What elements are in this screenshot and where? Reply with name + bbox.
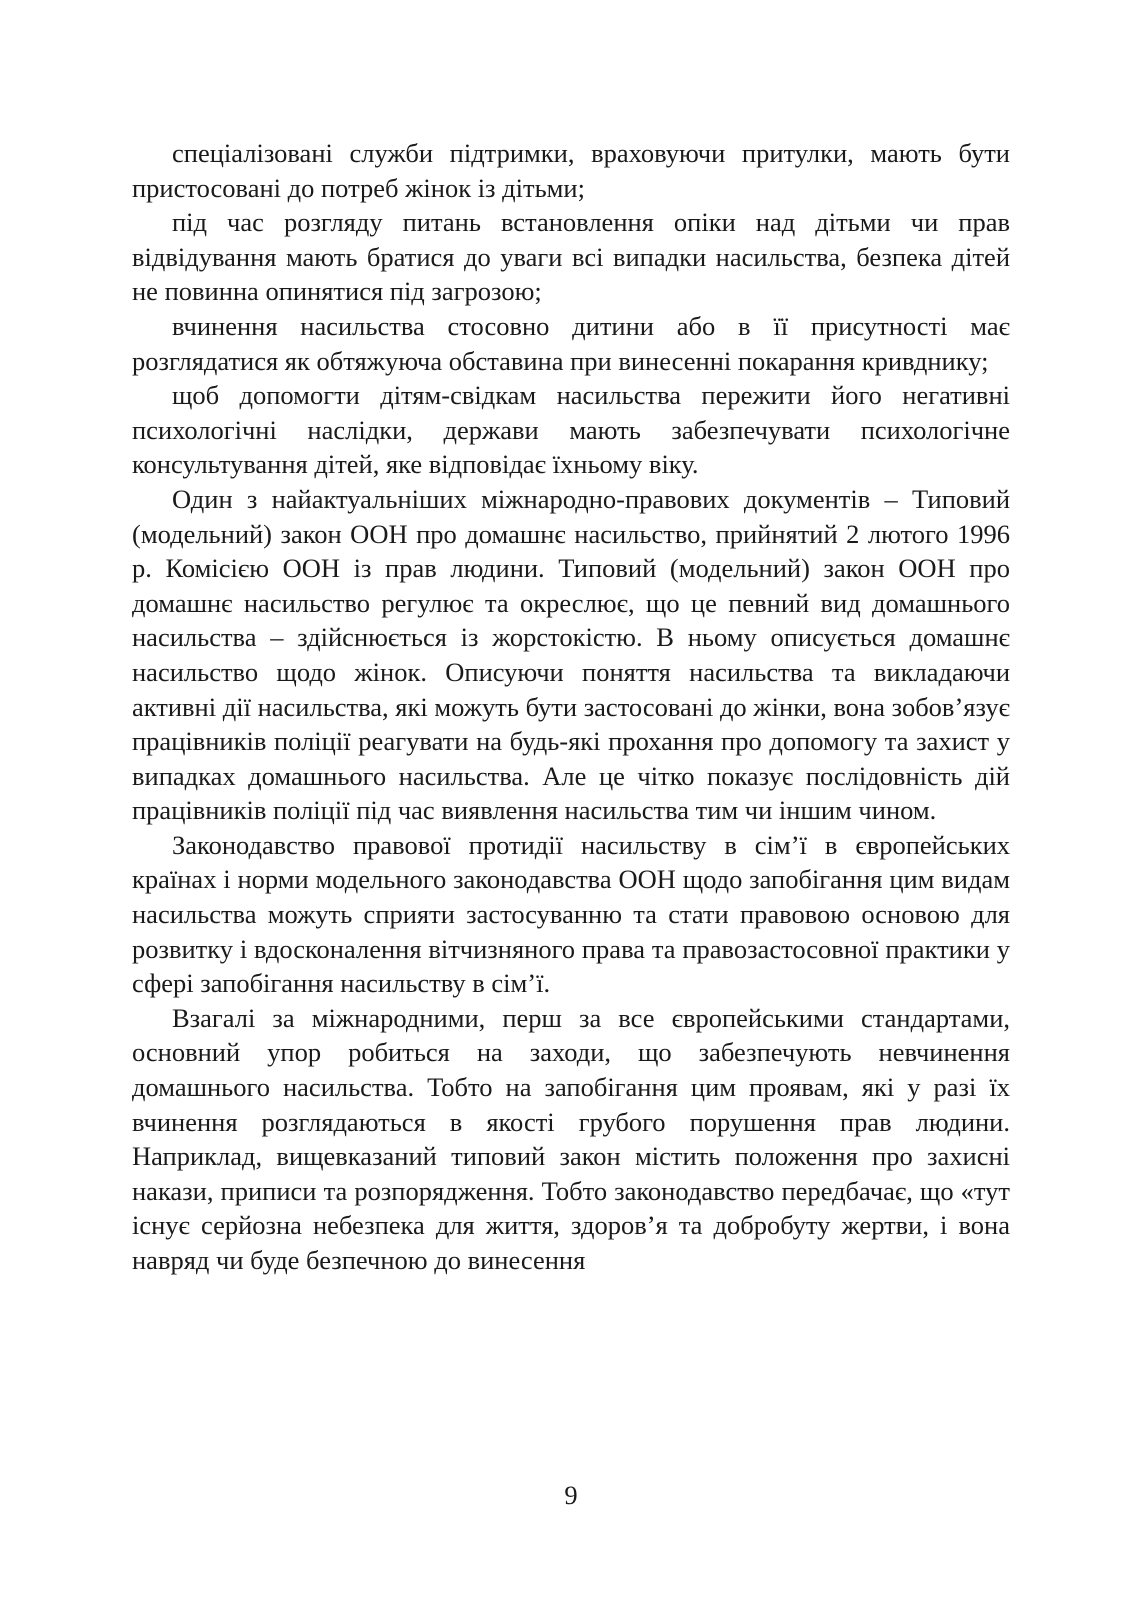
page-number: 9 xyxy=(564,1480,578,1510)
paragraph-aggravating-circumstance: вчинення насильства стосовно дитини або в її присутності має розглядатися як обтяжуюча обставина при винесенні покарання кривднику; xyxy=(132,310,1010,376)
paragraph-international-standards: Взагалі за міжнародними, перш за все європейськими стандартами, основний упор робиться на заходи, що забезпечують невчинення домашнього насильства. Тобто на запобігання цим проявам, які у разі їх вчинення розглядаються в якості грубого порушення прав людини. Наприклад, вищевказаний типовий закон містить положення про захисні накази, приписи та розпорядження. Тобто законодавство передбачає, що «тут існує серйозна небезпека для життя, здоров’я та добробуту жертви, і вона навряд чи буде безпечною до винесення xyxy=(132,1002,1010,1275)
paragraph-un-model-law: Один з найактуальніших міжнародно-правових документів – Типовий (модельний) закон ООН про домашнє насильство, прийнятий 2 лютого 1996 р. Комісією ООН із прав людини. Типовий (модельний) закон ООН про домашнє насильство регулює та окреслює, що це певний вид домашнього насильства – здійснюється із жорстокістю. В ньому описується домашнє насильство щодо жінок. Описуючи поняття насильства та викладаючи активні дії насильства, які можуть бути застосовані до жінки, вона зобов’язує працівників поліції реагувати на будь-які прохання про допомогу та захист у випадках домашнього насильства. Але це чітко показує послідовність дій працівників поліції під час виявлення насильства тим чи іншим чином. xyxy=(132,483,1010,826)
paragraph-custody: під час розгляду питань встановлення опіки над дітьми чи прав відвідування мають братися до уваги всі випадки насильства, безпека дітей не повинна опинятися під загрозою; xyxy=(132,207,1010,307)
paragraph-shelters: спеціалізовані служби підтримки, враховуючи притулки, мають бути пристосовані до потреб жінок із дітьми; xyxy=(132,138,1010,203)
paragraph-child-witnesses: щоб допомогти дітям-свідкам насильства пережити його негативні психологічні наслідки, держави мають забезпечувати психологічне консультування дітей, яке відповідає їхньому віку. xyxy=(132,380,1010,480)
body-text xyxy=(132,136,1010,1278)
paragraph-european-legislation: Законодавство правової протидії насильству в сім’ї в європейських країнах і норми модельного законодавства ООН щодо запобігання цим видам насильства можуть сприяти застосуванню та стати правовою основою для розвитку і вдосконалення вітчизняного права та правозастосовної практики у сфері запобігання насильству в сім’ї. xyxy=(132,829,1010,999)
